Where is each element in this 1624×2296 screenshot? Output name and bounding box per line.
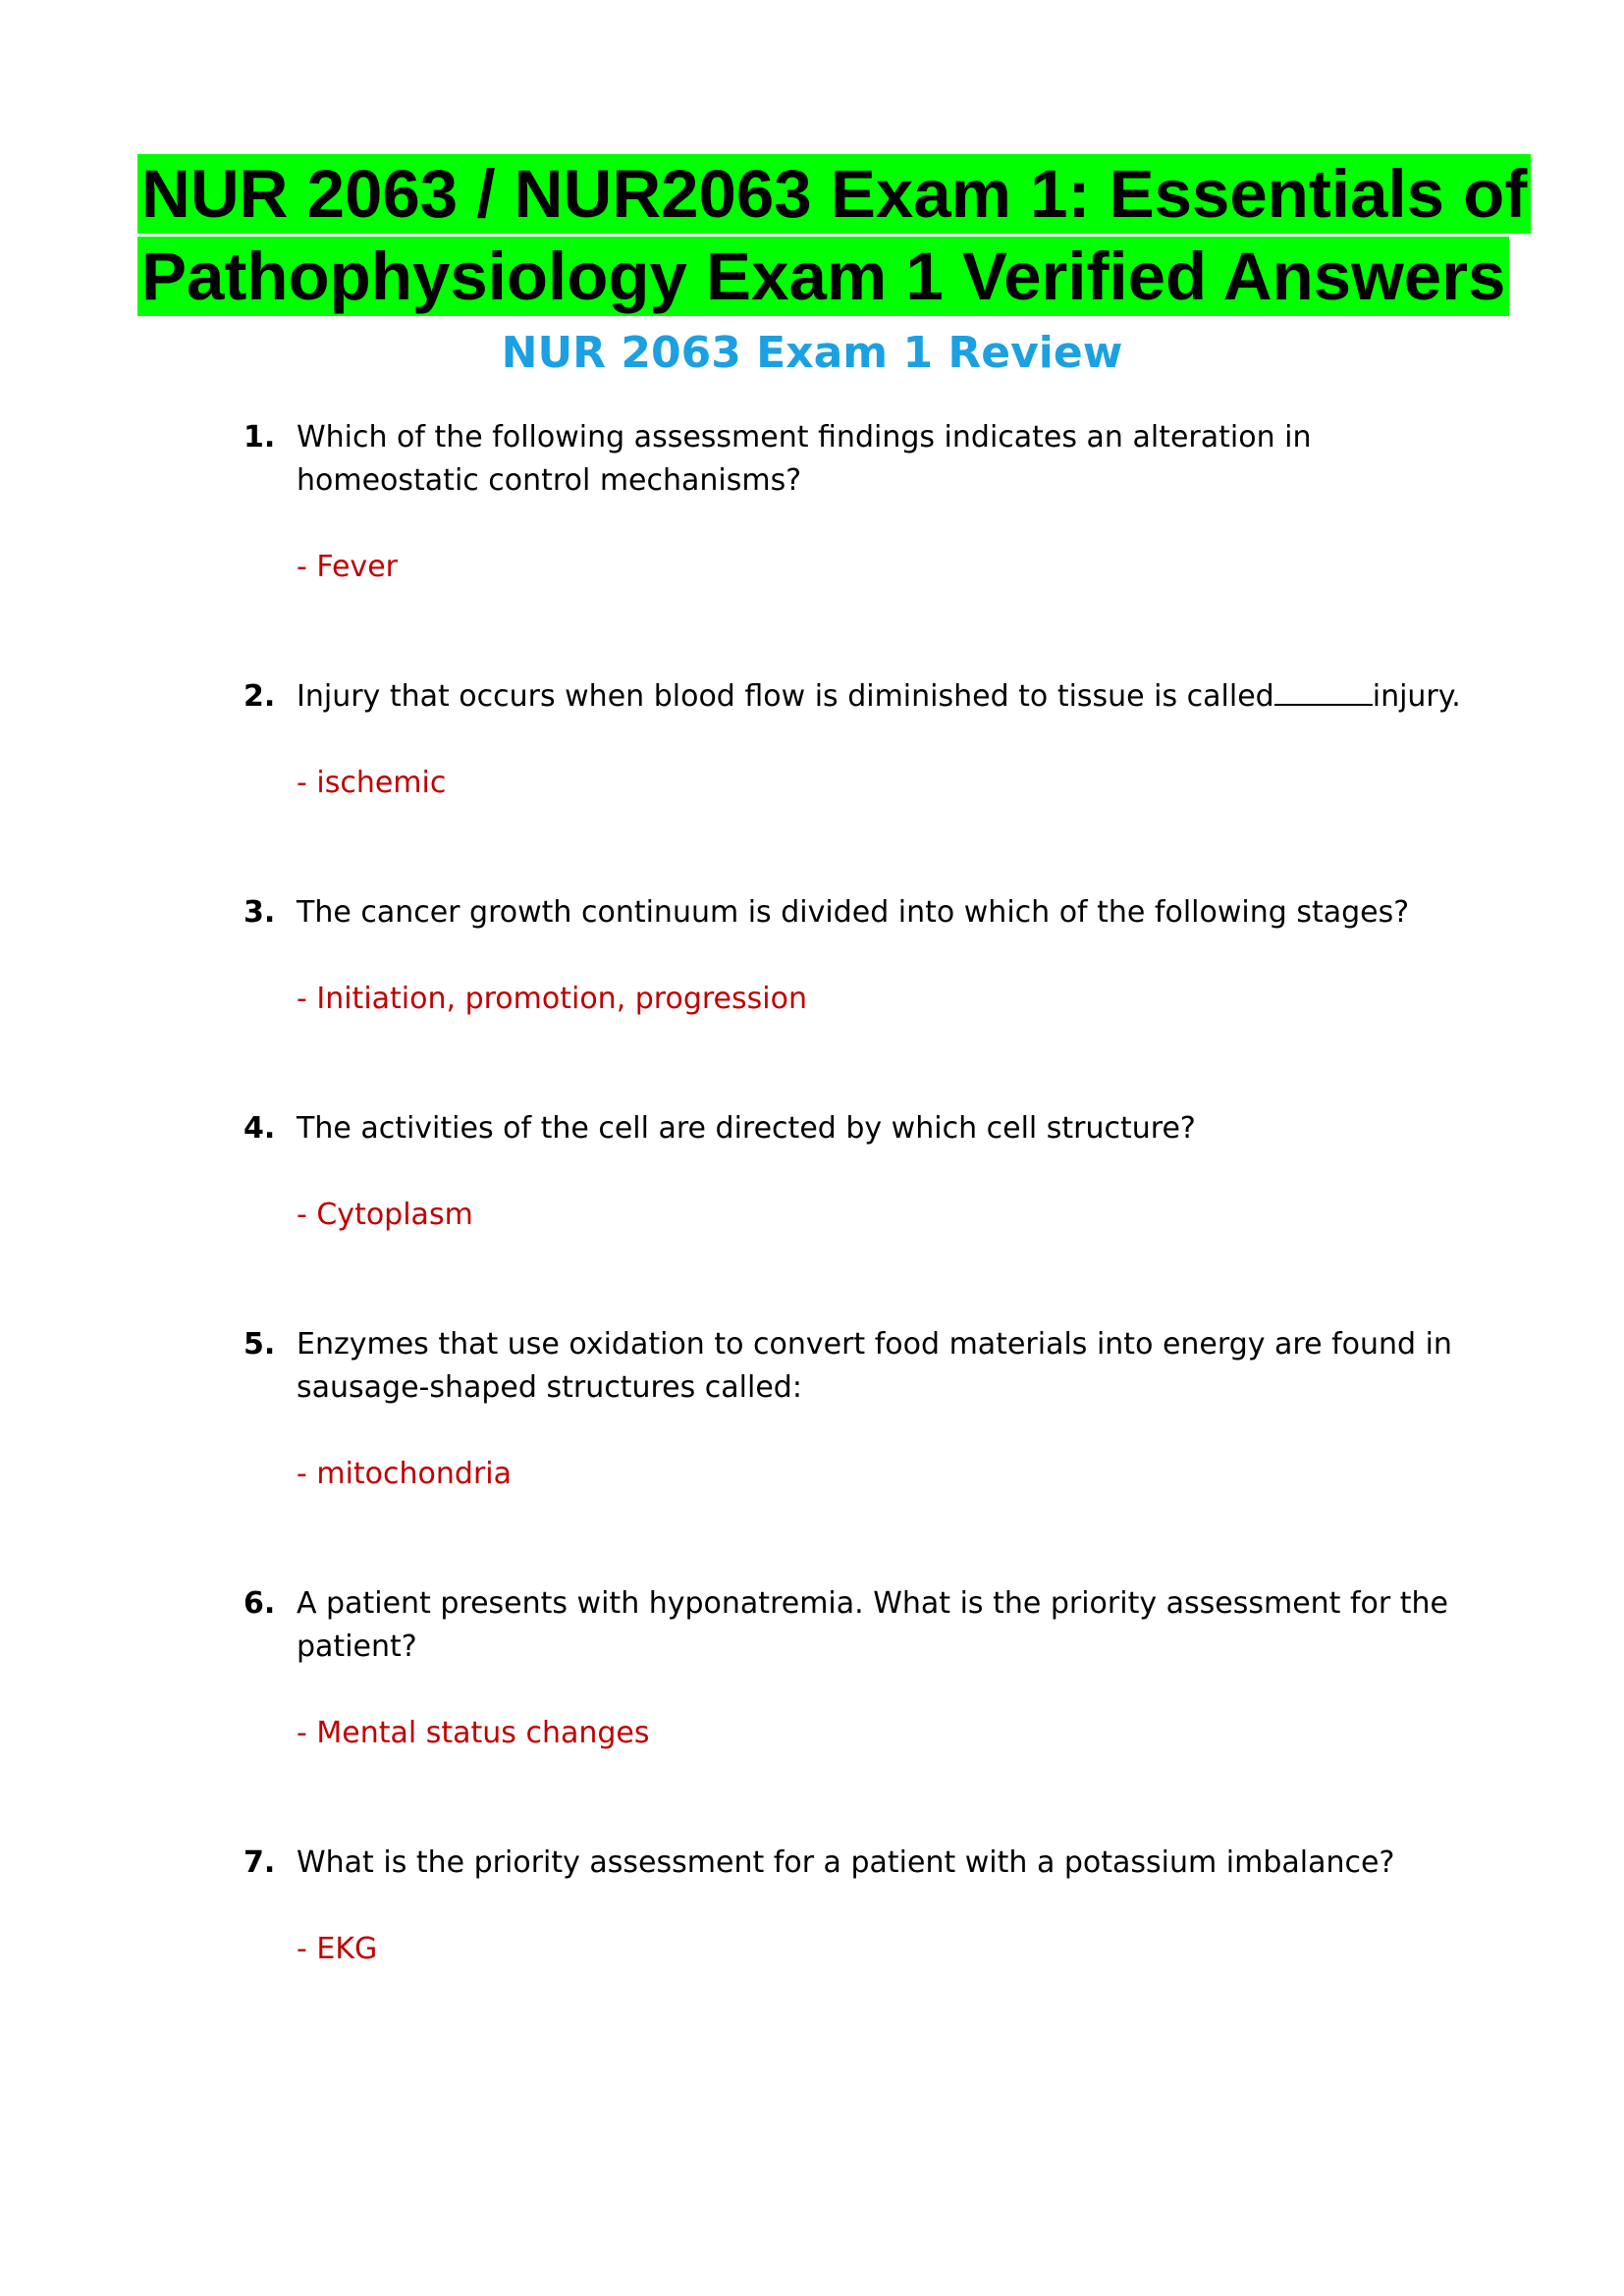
document-title	[137, 153, 1528, 318]
question-number: 1.	[244, 420, 276, 454]
question-number: 7.	[244, 1845, 276, 1880]
question-text-before-blank: Injury that occurs when blood flow is diminished to tissue is called	[297, 679, 1274, 714]
question-text: Which of the following assessment findings indicates an alteration in homeostatic control mechanisms?	[297, 420, 1312, 498]
question-item	[244, 1582, 1481, 1755]
question-text: Enzymes that use oxidation to convert food materials into energy are found in sausage-shaped structures called:	[297, 1327, 1452, 1405]
question-text: A patient presents with hyponatremia. What is the priority assessment for the patient?	[297, 1586, 1449, 1664]
document-subtitle: NUR 2063 Exam 1 Review	[501, 328, 1123, 378]
question-number: 3.	[244, 895, 276, 930]
question-item	[244, 675, 1481, 805]
question-text	[297, 675, 1481, 719]
question-number: 4.	[244, 1111, 276, 1146]
question-item	[244, 1323, 1481, 1496]
answer-text: - EKG	[297, 1932, 378, 1966]
title-line-2: Pathophysiology Exam 1 Verified Answers	[137, 237, 1509, 316]
answer-text: - Cytoplasm	[297, 1198, 473, 1232]
question-item	[244, 1842, 1481, 1971]
title-line-1: NUR 2063 / NUR2063 Exam 1: Essentials of	[137, 154, 1531, 234]
question-text: The cancer growth continuum is divided into which of the following stages?	[297, 895, 1410, 930]
question-number: 2.	[244, 679, 276, 714]
question-text: The activities of the cell are directed by which cell structure?	[297, 1111, 1196, 1146]
answer-text: - Initiation, promotion, progression	[297, 982, 807, 1016]
question-number: 6.	[244, 1586, 276, 1621]
question-number: 5.	[244, 1327, 276, 1362]
question-list	[244, 416, 1481, 2057]
question-text-after-blank: injury.	[1372, 679, 1461, 714]
question-item	[244, 1107, 1481, 1237]
question-item	[244, 416, 1481, 589]
fill-in-blank	[1274, 680, 1373, 706]
question-text: What is the priority assessment for a patient with a potassium imbalance?	[297, 1845, 1395, 1880]
answer-text: - Mental status changes	[297, 1716, 650, 1750]
answer-text: - Fever	[297, 550, 398, 584]
answer-text: - ischemic	[297, 766, 447, 800]
question-item	[244, 891, 1481, 1021]
answer-text: - mitochondria	[297, 1457, 513, 1491]
